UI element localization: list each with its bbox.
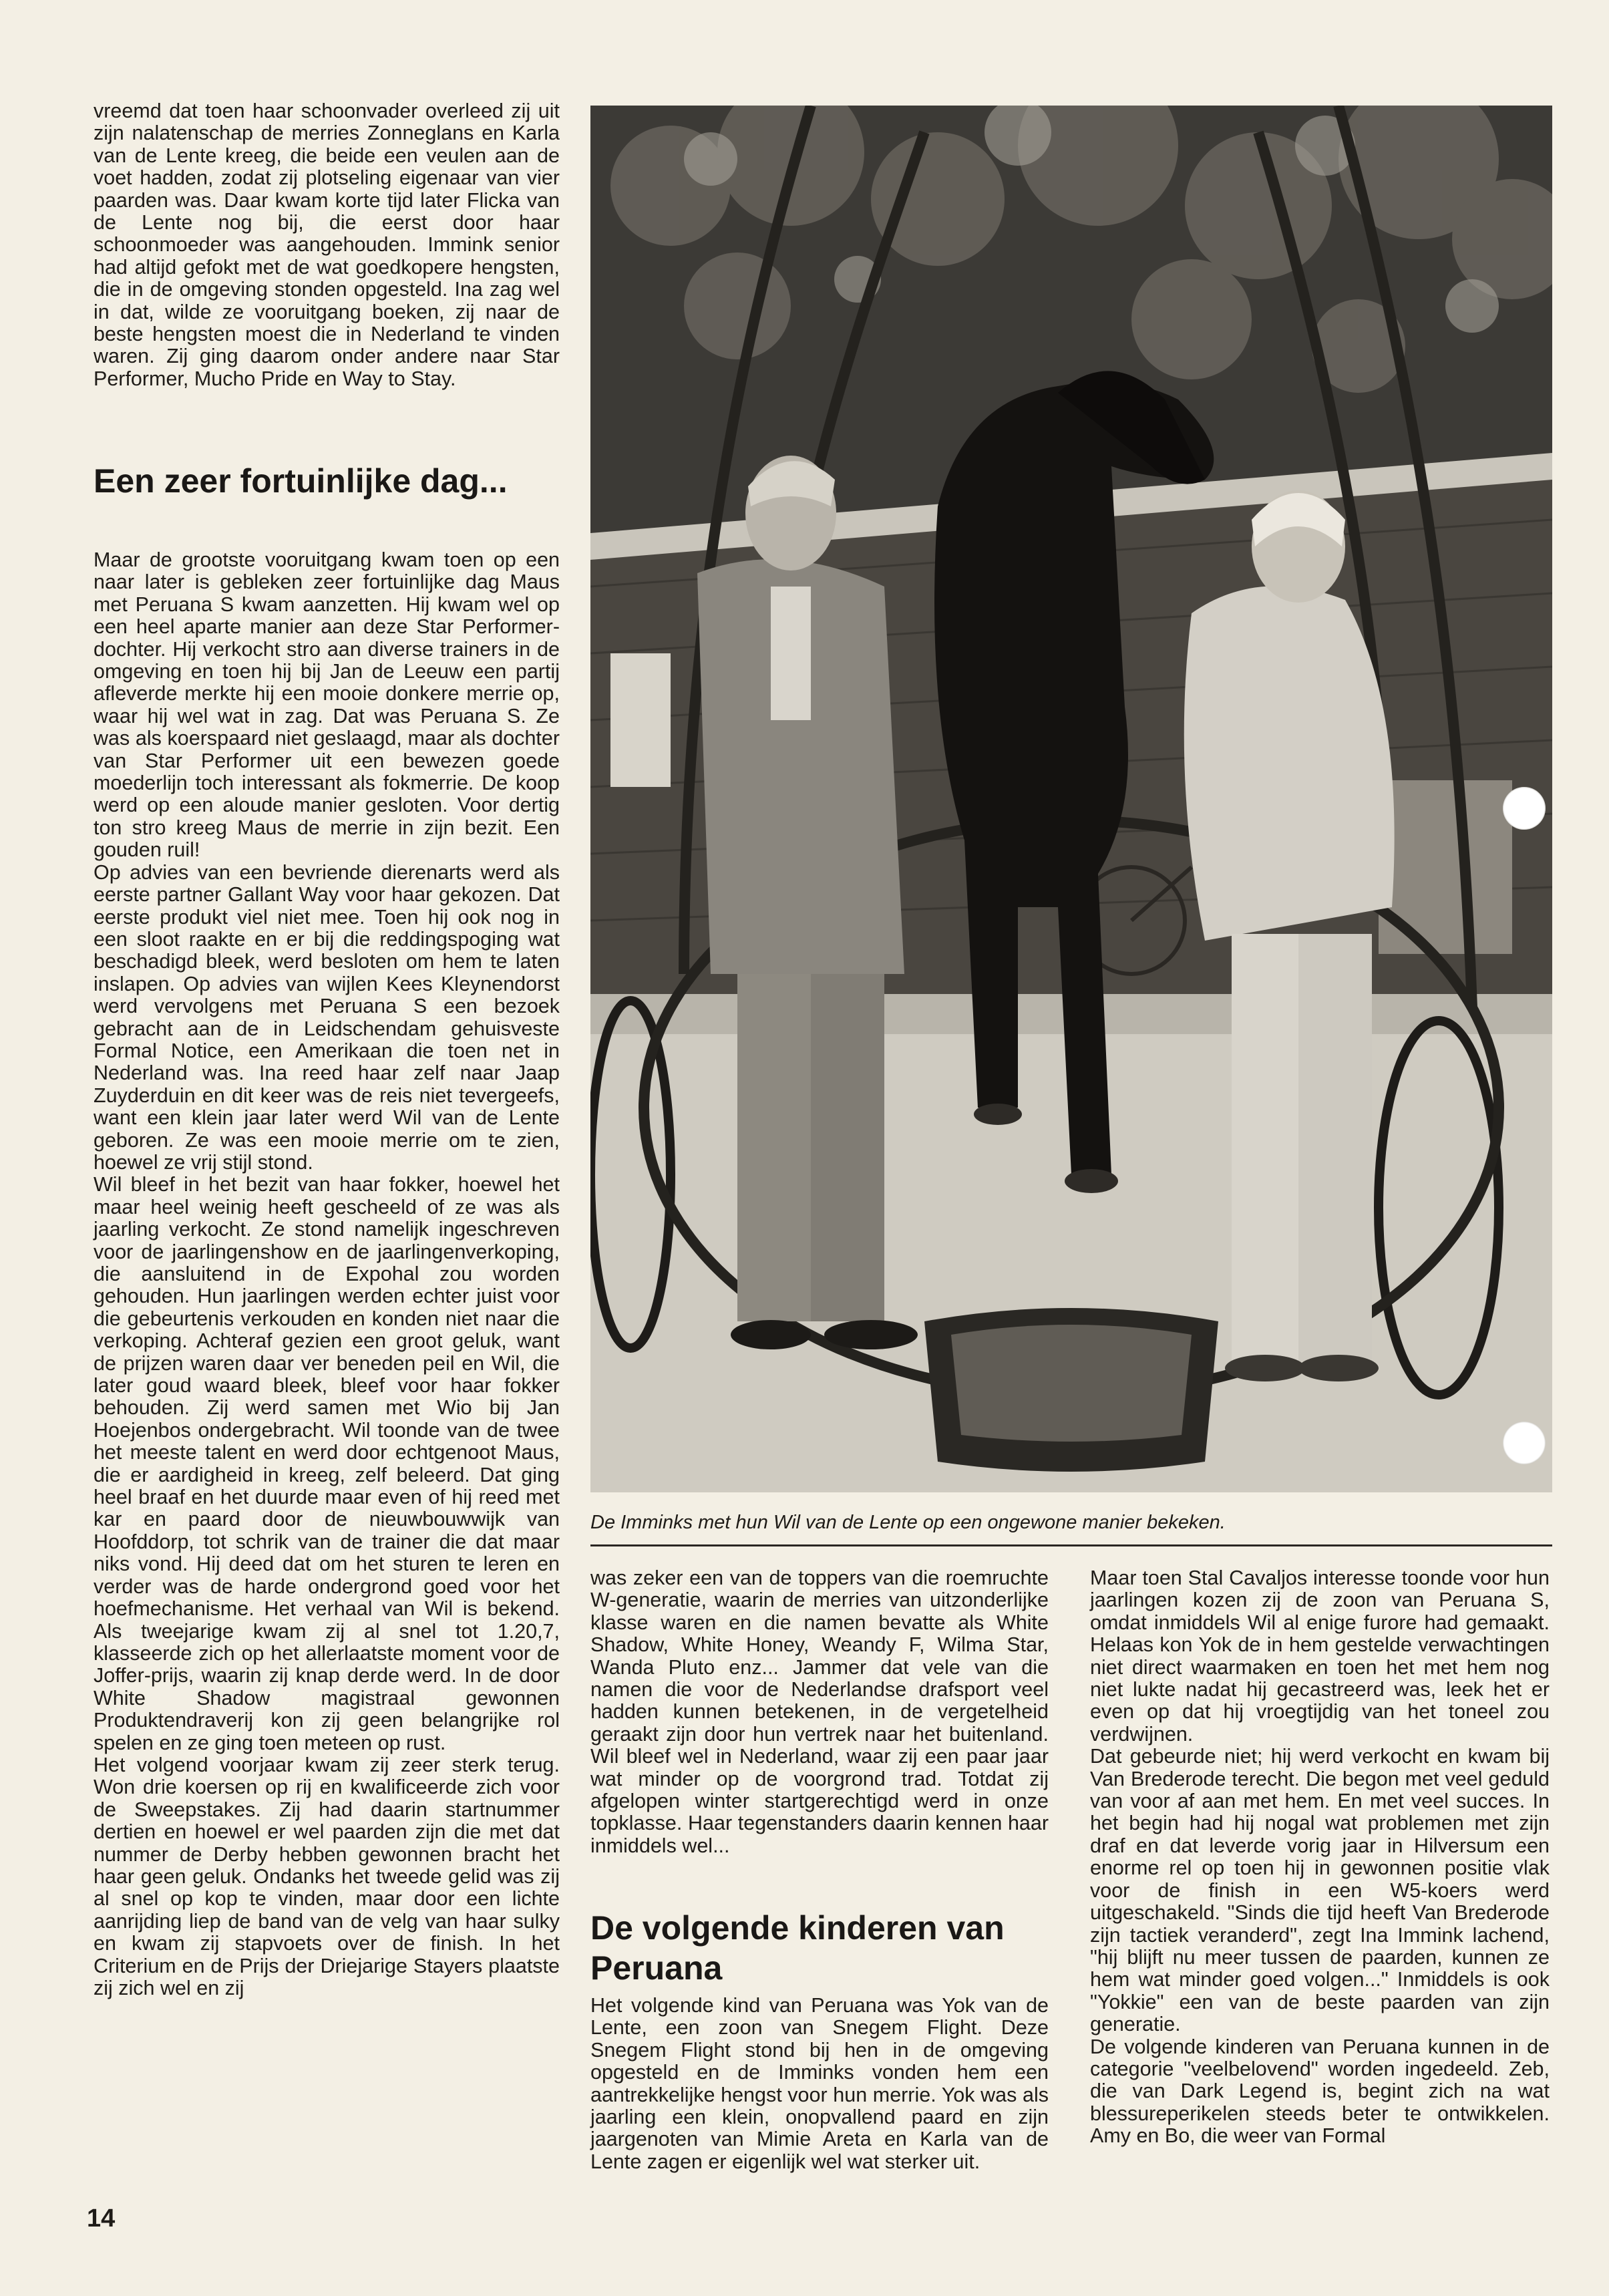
article-photo [590, 106, 1552, 1492]
paragraph: Maar toen Stal Cavaljos interesse toonde voor hun jaarlingen kozen zij de zoon van Peruana S, omdat inmiddels Wil al enige furore had gemaakt. Helaas kon Yok de in hem gestelde verwachtingen niet direct waarmaken en toen het met hem nog niet lukte nadat hij gecastreerd was, leek het er even op dat hij vroegtijdig van het toneel zou verdwijnen. [1090, 1567, 1550, 1746]
column-1-body [94, 549, 560, 1999]
column-3-body [1090, 1567, 1550, 2148]
punch-hole [1503, 787, 1546, 830]
punch-hole [1503, 1422, 1546, 1464]
paragraph: Maar de grootste vooruitgang kwam toen op een naar later is gebleken zeer fortuinlijke dag Maus met Peruana S kwam aanzetten. Hij kwam wel op een heel aparte manier aan deze Star Performer-dochter. Hij verkocht stro aan diverse trainers in de omgeving en toen hij bij Jan de Leeuw een partij afleverde merkte hij een mooie donkere merrie op, waar hij wel wat in zag. Dat was Peruana S. Ze was als koerspaard niet geslaagd, maar als dochter van Star Performer uit een bewezen goede moederlijn toch interessant als fokmerrie. De koop werd op een aloude manier gesloten. Voor dertig ton stro kreeg Maus de merrie in zijn bezit. Een gouden ruil! [94, 548, 560, 862]
paragraph: Dat gebeurde niet; hij werd verkocht en kwam bij Van Brederode terecht. Die begon met veel geduld van voor af aan met hem. En met veel succes. In het begin had hij nogal wat problemen met zijn draf en dat leverde vorig jaar in Hilversum een enorme rel op toen hij in gewonnen positie vlak voor de finish in een W5-koers werd uitgeschakeld. "Sinds die tijd heeft Van Brederode zijn tactiek veranderd", zegt Ina Immink lachend, "hij blijft nu meer tussen de paarden, kunnen ze hem wat minder goed volgen..." Inmiddels is ook "Yokkie" een van de beste paarden van zijn generatie. [1090, 1745, 1550, 2036]
section-heading-volgende-kinderen: De volgende kinderen van Peruana [590, 1909, 1005, 1987]
column-1-intro-text: vreemd dat toen haar schoonvader overleed zij uit zijn nalatenschap de merries Zonneglans en Karla van de Lente kreeg, die beide een veulen aan de voet hadden, zodat zij plotseling eigenaar van vier paarden was. Daar kwam korte tijd later Flicka van de Lente nog bij, die eerst door haar schoonmoeder was aangehouden. Immink senior had altijd gefokt met de wat goedkopere hengsten, die in de omgeving stonden opgesteld. Ina zag wel in dat, wilde ze vooruitgang boeken, zij naar de beste hengsten moest die in Nederland te vinden waren. Zij ging daarom onder andere naar Star Performer, Mucho Pride en Way to Stay. [94, 100, 560, 390]
paragraph: Wil bleef in het bezit van haar fokker, hoewel het maar heel weinig heeft gescheeld of ze was als jaarling verkocht. Ze stond namelijk ingeschreven voor de jaarlingenshow en de jaarlingenverkoping, die aansluitend in de Expohal zou worden gehouden. Hun jaarlingen werden echter juist voor die gebeurtenis verkouden en konden niet naar die verkoping. Achteraf gezien een groot geluk, want de prijzen waren daar ver beneden peil en Wil, die later goud waard bleek, bleef voor haar fokker behouden. Zij werd samen met Wio bij Jan Hoejenbos ondergebracht. Wil toonde van de twee het meeste talent en werd door echtgenoot Maus, die er aardigheid in kreeg, zelf beleerd. Dat ging heel braaf en het duurde maar even of hij reed met kar en paard door de nieuwbouwwijk van Hoofddorp, tot schrik van de trainer die dat maar niks vond. Hij deed dat om het sturen te leren en verder was de harde ondergrond goed voor het hoefmechanisme. Het verhaal van Wil is bekend. Als tweejarige kwam zij al snel tot 1.20,7, klasseerde zich op het allerlaatste moment voor de Joffer-prijs, waarin zij knap derde werd. In de door White Shadow magistraal gewonnen Produktendraverij kon zij geen belangrijke rol spelen en ze ging toen meteen op rust. [94, 1173, 560, 1754]
photo-caption: De Imminks met hun Wil van de Lente op een ongewone manier bekeken. [590, 1512, 1226, 1533]
column-2-intro-text: was zeker een van de toppers van die roemruchte W-generatie, waarin de merries van uitzonderlijke klasse waren en die namen bevatte als White Shadow, White Honey, Weandy F, Wilma Star, Wanda Pluto enz... Jammer dat vele van die namen die voor de Nederlandse drafsport veel hadden kunnen betekenen, in de vergetelheid geraakt zijn door hun vertrek naar het buitenland. Wil bleef wel in Nederland, waar zij een paar jaar wat minder op de voorgrond trad. Totdat zij afgelopen winter startgerechtigd werd in onze topklasse. Haar tegenstanders daarin kennen haar inmiddels wel... [590, 1567, 1049, 1857]
caption-rule [590, 1544, 1552, 1546]
section-heading-fortuinlijke-dag: Een zeer fortuinlijke dag... [94, 462, 508, 500]
column-2-body-text: Het volgende kind van Peruana was Yok van de Lente, een zoon van Snegem Flight. Deze Snegem Flight stond bij hen in de omgeving opgesteld en de Imminks vonden hem een aantrekkelijke hengst voor hun merrie. Yok was als jaarling een klein, onopvallend paard en zijn jaargenoten van Mimie Areta en Karla van de Lente zagen er eigenlijk wel wat sterker uit. [590, 1994, 1049, 2173]
paragraph: Het volgend voorjaar kwam zij zeer sterk terug. Won drie koersen op rij en kwalificeerde zich voor de Sweepstakes. Zij had daarin startnummer dertien en hoewel er wel paarden zijn die met dat nummer de Derby hebben gewonnen bracht het haar geen geluk. Ondanks het tweede gelid was zij al snel op kop te vinden, maar door een lichte aanrijding liep de band van de velg van haar sulky en kwam zij stapvoets over de finish. In het Criterium en de Prijs der Driejarige Stayers plaatste zij zich wel en zij [94, 1753, 560, 1999]
page-number: 14 [87, 2204, 116, 2233]
paragraph: Op advies van een bevriende dierenarts werd als eerste partner Gallant Way voor haar gekozen. Dat eerste produkt viel niet mee. Toen hij ook nog in een sloot raakte en er bij die reddingspoging wat beschadigd bleek, werd besloten om hem te laten inslapen. Op advies van wijlen Kees Kleynendorst werd vervolgens met Peruana S een bezoek gebracht aan de in Leidschendam gehuisveste Formal Notice, een Amerikaan die toen net in Nederland was. Ina reed haar zelf naar Jaap Zuyderduin en dit keer was de reis niet tevergeefs, want een klein jaar later werd Wil van de Lente geboren. Ze was een mooie merrie om te zien, hoewel ze vrij stijl stond. [94, 860, 560, 1174]
paragraph: De volgende kinderen van Peruana kunnen in de categorie "veelbelovend" worden ingedeeld. Zeb, die van Dark Legend is, begint zich na wat blessureperikelen steeds beter te ontwikkelen. Amy en Bo, die weer van Formal [1090, 2035, 1550, 2148]
